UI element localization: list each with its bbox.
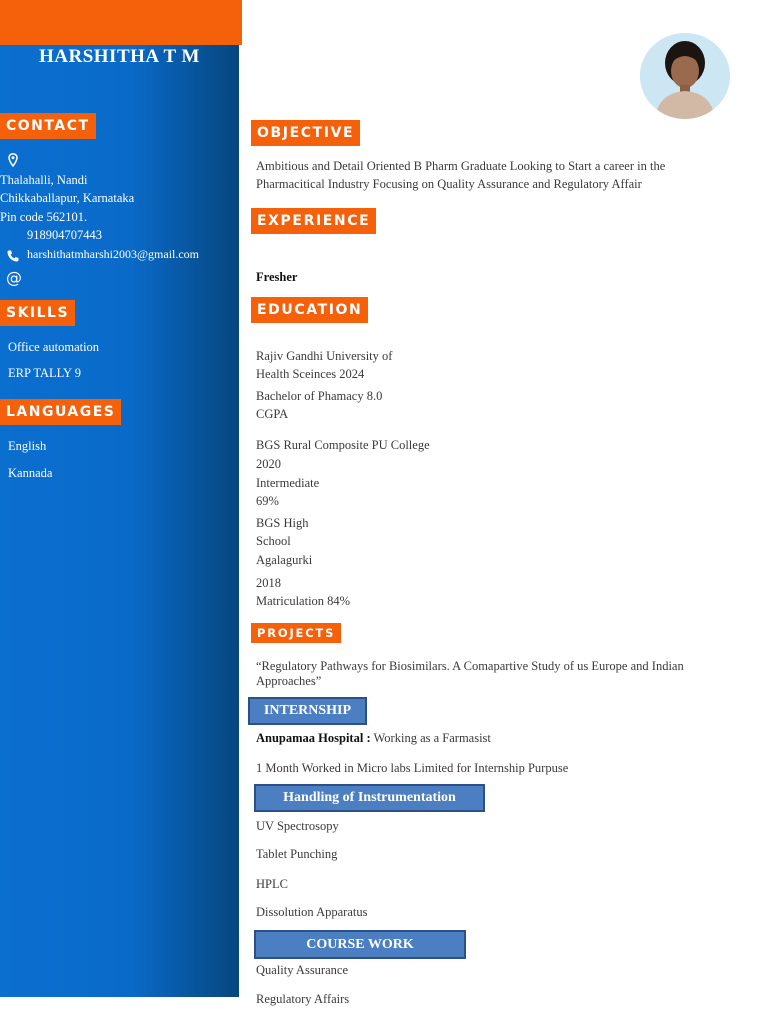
coursework-heading: COURSE WORK [254, 930, 466, 959]
profile-photo [640, 33, 730, 119]
education-line: Health Sceinces 2024 [256, 367, 365, 381]
location-pin-icon [8, 153, 18, 167]
education-line: School [256, 534, 291, 548]
education-line: Bachelor of Phamacy 8.0 [256, 389, 383, 403]
education-line: Matriculation 84% [256, 594, 351, 608]
instrumentation-item: Dissolution Apparatus [256, 905, 368, 919]
skill-item: ERP TALLY 9 [8, 366, 81, 380]
languages-heading: LANGUAGES [0, 399, 121, 425]
education-line: CGPA [256, 407, 289, 421]
language-item: English [8, 439, 47, 453]
education-line: 2020 [256, 457, 281, 471]
at-icon: @ [6, 268, 22, 287]
education-line: Agalagurki [256, 553, 313, 567]
coursework-item: Regulatory Affairs [256, 992, 350, 1006]
email-address: harshithatmharshi2003@gmail.com [27, 247, 200, 261]
education-heading: EDUCATION [251, 297, 368, 323]
top-accent-bar [0, 0, 242, 45]
coursework-item: Quality Assurance [256, 963, 348, 977]
education-line: 69% [256, 494, 279, 508]
internship-role: Working as a Farmasist [370, 731, 491, 745]
objective-heading: OBJECTIVE [251, 120, 360, 146]
contact-heading: CONTACT [0, 113, 96, 139]
address-line-3: Pin code 562101. [0, 210, 88, 224]
project-line-2: Approaches” [256, 674, 322, 688]
education-line: Intermediate [256, 476, 320, 490]
education-line: BGS High [256, 516, 309, 530]
internship-heading: INTERNSHIP [248, 697, 367, 725]
address-line-2: Chikkaballapur, Karnataka [0, 191, 135, 205]
internship-line-1 [256, 729, 491, 747]
projects-heading: PROJECTS [251, 623, 341, 643]
internship-line-2: 1 Month Worked in Micro labs Limited for Internship Purpuse [256, 761, 569, 775]
education-line: 2018 [256, 576, 281, 590]
education-line: BGS Rural Composite PU College [256, 438, 430, 452]
phone-icon [6, 249, 20, 263]
internship-org: Anupamaa Hospital : [256, 731, 371, 745]
education-line: Rajiv Gandhi University of [256, 349, 393, 363]
instrumentation-item: Tablet Punching [256, 847, 338, 861]
experience-heading: EXPERIENCE [251, 208, 376, 234]
candidate-name: HARSHITHA T M [38, 46, 200, 67]
instrumentation-item: UV Spectrosopy [256, 819, 339, 833]
skills-heading: SKILLS [0, 300, 75, 326]
project-line-1: “Regulatory Pathways for Biosimilars. A Comapartive Study of us Europe and Indian [256, 659, 684, 673]
objective-text-line-1: Ambitious and Detail Oriented B Pharm Graduate Looking to Start a career in the [256, 159, 666, 173]
phone-number: 918904707443 [27, 228, 102, 242]
skill-item: Office automation [8, 340, 100, 354]
experience-value: Fresher [256, 270, 298, 284]
language-item: Kannada [8, 466, 53, 480]
address-line-1: Thalahalli, Nandi [0, 173, 88, 187]
instrumentation-item: HPLC [256, 877, 288, 891]
instrumentation-heading: Handling of Instrumentation [254, 784, 485, 812]
objective-text-line-2: Pharmacitical Industry Focusing on Quality Assurance and Regulatory Affair [256, 177, 642, 191]
